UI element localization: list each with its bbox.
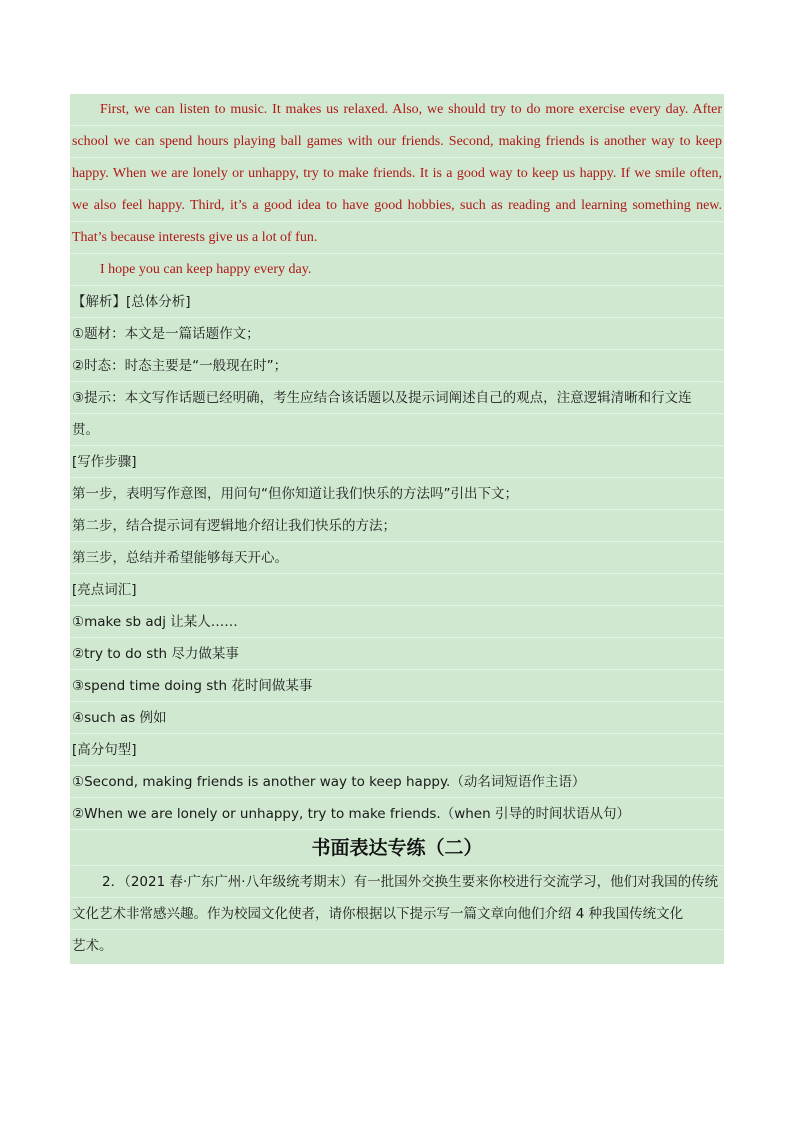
step-item: 第一步，表明写作意图，用问句“但你知道让我们快乐的方法吗”引出下文； <box>70 478 724 510</box>
analysis-title: 【解析】[总体分析] <box>70 286 724 318</box>
essay-closing: I hope you can keep happy every day. <box>70 254 724 286</box>
analysis-item: ②时态：时态主要是“一般现在时”； <box>70 350 724 382</box>
sentence-title: [高分句型] <box>70 734 724 766</box>
vocab-item: ②try to do sth 尽力做某事 <box>70 638 724 670</box>
step-item: 第二步，结合提示词有逻辑地介绍让我们快乐的方法； <box>70 510 724 542</box>
steps-title: [写作步骤] <box>70 446 724 478</box>
essay-line: That’s because interests give us a lot of fun. <box>70 222 724 254</box>
question-line: 2．（2021 春·广东广州·八年级统考期末）有一批国外交换生要来你校进行交流学习，他们对我国的传统 <box>70 866 724 898</box>
sentence-item: ①Second, making friends is another way to keep happy.（动名词短语作主语） <box>70 766 724 798</box>
vocab-title: [亮点词汇] <box>70 574 724 606</box>
essay-line: First, we can listen to music. It makes us relaxed. Also, we should try to do more exercise every day. After <box>70 94 724 126</box>
sentence-item: ②When we are lonely or unhappy, try to make friends.（when 引导的时间状语从句） <box>70 798 724 830</box>
essay-line: happy. When we are lonely or unhappy, try to make friends. It is a good way to keep us happy. If we smile often, <box>70 158 724 190</box>
analysis-item: ③提示：本文写作话题已经明确，考生应结合该话题以及提示词阐述自己的观点，注意逻辑清晰和行文连 <box>70 382 724 414</box>
vocab-item: ③spend time doing sth 花时间做某事 <box>70 670 724 702</box>
essay-line: we also feel happy. Third, it’s a good idea to have good hobbies, such as reading and learning something new. <box>70 190 724 222</box>
step-item: 第三步，总结并希望能够每天开心。 <box>70 542 724 574</box>
content-block <box>70 94 724 964</box>
analysis-item: 贯。 <box>70 414 724 446</box>
section-heading: 书面表达专练（二） <box>70 830 724 866</box>
question-line: 艺术。 <box>72 938 113 954</box>
analysis-item: ①题材：本文是一篇话题作文； <box>70 318 724 350</box>
question-line: 文化艺术非常感兴趣。作为校园文化使者，请你根据以下提示写一篇文章向他们介绍 4 种我国传统文化 <box>70 898 724 930</box>
vocab-item: ④such as 例如 <box>70 702 724 734</box>
essay-line: school we can spend hours playing ball games with our friends. Second, making friends is another way to keep <box>70 126 724 158</box>
vocab-item: ①make sb adj 让某人…… <box>70 606 724 638</box>
